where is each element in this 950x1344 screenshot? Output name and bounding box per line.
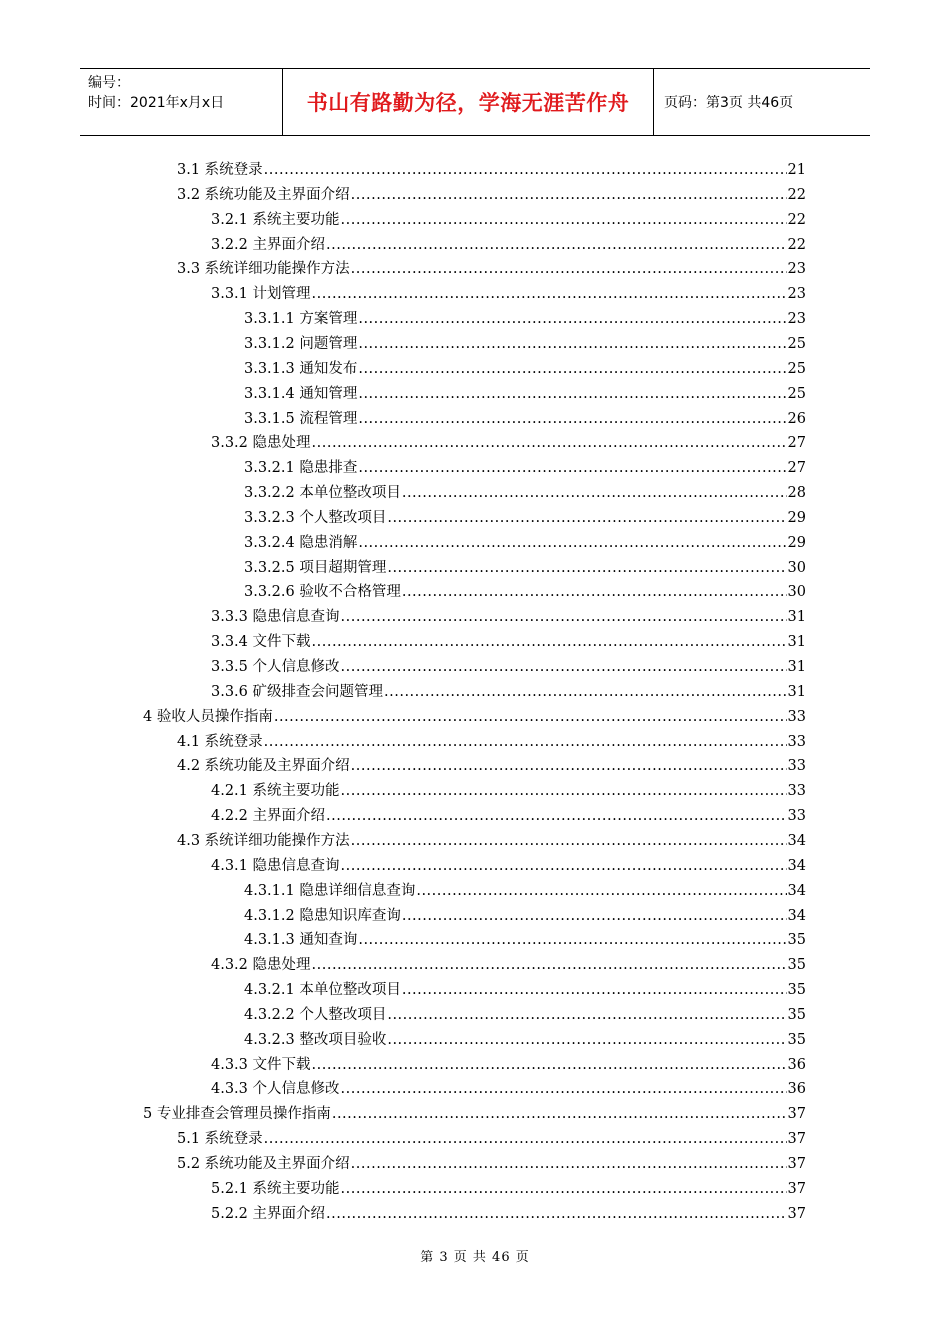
- toc-entry[interactable]: [244, 531, 806, 556]
- toc-entry-page: 27: [787, 435, 806, 452]
- toc-entry-title: 4.3.3 文件下载: [211, 1056, 311, 1073]
- toc-entry[interactable]: [177, 730, 806, 755]
- toc-dot-leader: [312, 431, 787, 456]
- toc-entry-title: 3.3.1.5 流程管理: [244, 410, 358, 427]
- toc-entry-page: 31: [787, 683, 806, 700]
- toc-entry[interactable]: [211, 1177, 806, 1202]
- toc-entry-title: 4 验收人员操作指南: [143, 708, 273, 725]
- toc-entry[interactable]: [211, 854, 806, 879]
- date-line: 时间：2021年x月x日: [88, 95, 225, 111]
- toc-entry-page: 30: [787, 584, 806, 601]
- toc-dot-leader: [358, 531, 786, 556]
- toc-dot-leader: [274, 705, 787, 730]
- toc-entry[interactable]: [244, 456, 806, 481]
- toc-entry[interactable]: [211, 779, 806, 804]
- toc-entry-page: 35: [787, 1031, 806, 1048]
- toc-entry[interactable]: [244, 1003, 806, 1028]
- toc-entry-page: 28: [787, 485, 806, 502]
- toc-dot-leader: [358, 332, 786, 357]
- toc-entry-page: 37: [787, 1180, 806, 1197]
- page-info: 页码：第3页 共46页: [664, 95, 794, 111]
- toc-entry[interactable]: [177, 1152, 806, 1177]
- toc-dot-leader: [351, 257, 787, 282]
- toc-entry[interactable]: [244, 407, 806, 432]
- toc-entry[interactable]: [211, 605, 806, 630]
- toc-entry[interactable]: [244, 556, 806, 581]
- toc-entry[interactable]: [244, 307, 806, 332]
- toc-entry-page: 31: [787, 659, 806, 675]
- toc-entry-page: 33: [787, 708, 806, 725]
- toc-dot-leader: [326, 233, 787, 258]
- toc-entry-title: 3.2.2 主界面介绍: [211, 236, 326, 253]
- toc-entry[interactable]: [177, 183, 806, 208]
- toc-entry[interactable]: [211, 953, 806, 978]
- toc-entry-title: 3.3.5 个人信息修改: [211, 659, 340, 675]
- toc-dot-leader: [326, 804, 787, 829]
- toc-entry-page: 25: [787, 360, 806, 377]
- toc-entry[interactable]: [211, 1202, 806, 1227]
- toc-entry-page: 34: [787, 857, 806, 874]
- toc-entry-title: 5 专业排查会管理员操作指南: [143, 1106, 331, 1123]
- toc-dot-leader: [264, 1127, 787, 1152]
- toc-entry[interactable]: [244, 978, 806, 1003]
- toc-dot-leader: [341, 655, 787, 680]
- toc-entry-title: 3.3.6 矿级排查会问题管理: [211, 683, 384, 700]
- toc-entry-page: 35: [787, 982, 806, 999]
- toc-entry-page: 25: [787, 385, 806, 402]
- toc-entry[interactable]: [177, 754, 806, 779]
- toc-entry-page: 29: [787, 534, 806, 551]
- header-motto-cell: [282, 69, 654, 135]
- toc-entry-page: 22: [787, 236, 806, 253]
- toc-entry-title: 3.3.4 文件下载: [211, 634, 311, 651]
- toc-dot-leader: [358, 307, 786, 332]
- toc-dot-leader: [326, 1202, 787, 1227]
- toc-entry-page: 34: [787, 882, 806, 899]
- toc-dot-leader: [351, 183, 787, 208]
- toc-dot-leader: [402, 978, 787, 1003]
- toc-entry-title: 4.1 系统登录: [177, 733, 263, 750]
- page-footer: 第 3 页 共 46 页: [420, 1250, 530, 1265]
- toc-entry-page: 37: [787, 1156, 806, 1172]
- toc-entry[interactable]: [244, 904, 806, 929]
- toc-dot-leader: [341, 605, 787, 630]
- toc-entry[interactable]: [211, 208, 806, 233]
- toc-dot-leader: [312, 953, 787, 978]
- toc-dot-leader: [341, 1077, 787, 1102]
- toc-entry-page: 33: [787, 758, 806, 775]
- toc-entry-title: 4.3.1 隐患信息查询: [211, 857, 340, 874]
- toc-dot-leader: [387, 556, 786, 581]
- toc-entry[interactable]: [211, 233, 806, 258]
- toc-entry[interactable]: [244, 1028, 806, 1053]
- toc-dot-leader: [332, 1102, 787, 1127]
- toc-entry-page: 35: [787, 957, 806, 974]
- toc-entry-page: 22: [787, 186, 806, 203]
- toc-dot-leader: [402, 481, 787, 506]
- toc-entry-page: 37: [787, 1106, 806, 1123]
- toc-entry-title: 4.3.2.2 个人整改项目: [244, 1006, 387, 1023]
- toc-dot-leader: [358, 928, 786, 953]
- toc-dot-leader: [358, 407, 786, 432]
- toc-entry-page: 33: [787, 783, 806, 800]
- toc-entry[interactable]: [244, 332, 806, 357]
- toc-dot-leader: [351, 829, 787, 854]
- toc-entry-title: 4.3.1.1 隐患详细信息查询: [244, 882, 416, 899]
- toc-entry[interactable]: [177, 829, 806, 854]
- toc-entry-page: 33: [787, 808, 806, 825]
- toc-entry-title: 5.2.1 系统主要功能: [211, 1180, 340, 1197]
- toc-entry-page: 37: [787, 1205, 806, 1222]
- header-left-cell: [80, 69, 282, 135]
- toc-entry-page: 31: [787, 609, 806, 626]
- toc-entry-title: 3.2 系统功能及主界面介绍: [177, 186, 350, 203]
- toc-dot-leader: [341, 1177, 787, 1202]
- toc-entry-title: 4.2.1 系统主要功能: [211, 783, 340, 800]
- toc-dot-leader: [358, 456, 786, 481]
- doc-number-label: 编号：: [88, 75, 130, 91]
- toc-entry-title: 3.3.2.2 本单位整改项目: [244, 485, 401, 502]
- toc-dot-leader: [312, 630, 787, 655]
- toc-entry-title: 5.1 系统登录: [177, 1131, 263, 1148]
- toc-entry[interactable]: [244, 879, 806, 904]
- toc-entry-title: 3.2.1 系统主要功能: [211, 211, 340, 228]
- toc-dot-leader: [341, 854, 787, 879]
- toc-entry-page: 25: [787, 335, 806, 352]
- toc-dot-leader: [387, 1003, 786, 1028]
- toc-entry[interactable]: [211, 1077, 806, 1102]
- toc-entry-title: 3.3.1.3 通知发布: [244, 360, 358, 377]
- toc-entry[interactable]: [211, 680, 806, 705]
- toc-entry-page: 31: [787, 634, 806, 651]
- toc-entry-title: 3.3.2.5 项目超期管理: [244, 559, 387, 576]
- toc-entry-page: 27: [787, 460, 806, 477]
- toc-entry[interactable]: [244, 481, 806, 506]
- toc-entry-title: 3.3.2.4 隐患消解: [244, 534, 358, 551]
- toc-entry[interactable]: [244, 357, 806, 382]
- toc-entry[interactable]: [211, 431, 806, 456]
- toc-entry-title: 3.3 系统详细功能操作方法: [177, 261, 350, 278]
- toc-dot-leader: [384, 680, 787, 705]
- toc-entry-title: 3.3.1.2 问题管理: [244, 335, 358, 352]
- toc-entry-page: 23: [787, 286, 806, 303]
- toc-dot-leader: [312, 1053, 787, 1078]
- toc-entry[interactable]: [244, 928, 806, 953]
- toc-dot-leader: [387, 506, 786, 531]
- toc-entry[interactable]: [211, 282, 806, 307]
- toc-entry-title: 4.3.3 个人信息修改: [211, 1081, 340, 1098]
- toc-entry-page: 22: [787, 211, 806, 228]
- toc-entry-title: 4.3 系统详细功能操作方法: [177, 832, 350, 849]
- toc-entry-page: 36: [787, 1081, 806, 1098]
- toc-entry-page: 23: [787, 311, 806, 328]
- toc-entry-title: 5.2 系统功能及主界面介绍: [177, 1156, 350, 1172]
- toc-entry-title: 3.3.2 隐患处理: [211, 435, 311, 452]
- toc-dot-leader: [341, 208, 787, 233]
- toc-entry[interactable]: [244, 382, 806, 407]
- toc-entry-title: 4.3.1.2 隐患知识库查询: [244, 907, 401, 924]
- toc-entry-page: 35: [787, 1006, 806, 1023]
- motto-text: 书山有路勤为径，学海无涯苦作舟: [306, 91, 630, 115]
- toc-dot-leader: [351, 1152, 787, 1177]
- toc-entry-title: 5.2.2 主界面介绍: [211, 1205, 326, 1222]
- toc-dot-leader: [358, 357, 786, 382]
- toc-entry-page: 35: [787, 932, 806, 949]
- toc-entry-page: 34: [787, 907, 806, 924]
- toc-dot-leader: [264, 158, 787, 183]
- toc-dot-leader: [312, 282, 787, 307]
- toc-entry-title: 3.1 系统登录: [177, 162, 263, 178]
- toc-entry-title: 3.3.3 隐患信息查询: [211, 609, 340, 626]
- toc-entry-title: 3.3.2.6 验收不合格管理: [244, 584, 401, 601]
- toc-dot-leader: [341, 779, 787, 804]
- toc-entry[interactable]: [244, 506, 806, 531]
- toc-entry[interactable]: [244, 580, 806, 605]
- toc-entry-title: 4.3.2.3 整改项目验收: [244, 1031, 387, 1048]
- toc-entry[interactable]: [211, 655, 806, 680]
- toc-entry-title: 4.2.2 主界面介绍: [211, 808, 326, 825]
- toc-entry[interactable]: [177, 257, 806, 282]
- toc-entry[interactable]: [143, 1102, 806, 1127]
- toc-entry-title: 3.3.2.1 隐患排查: [244, 460, 358, 477]
- toc-entry-page: 37: [787, 1131, 806, 1148]
- toc-entry-page: 26: [787, 410, 806, 427]
- toc-entry[interactable]: [211, 630, 806, 655]
- toc-entry-title: 4.3.2 隐患处理: [211, 957, 311, 974]
- toc-entry[interactable]: [143, 705, 806, 730]
- toc-entry-page: 23: [787, 261, 806, 278]
- toc-dot-leader: [416, 879, 786, 904]
- toc-entry-page: 29: [787, 509, 806, 526]
- toc-entry-title: 4.3.1.3 通知查询: [244, 932, 358, 949]
- toc-entry-title: 4.3.2.1 本单位整改项目: [244, 982, 401, 999]
- toc-entry-page: 21: [787, 162, 806, 178]
- toc-entry-title: 3.3.2.3 个人整改项目: [244, 509, 387, 526]
- toc-dot-leader: [351, 754, 787, 779]
- toc-entry[interactable]: [177, 1127, 806, 1152]
- toc-entry-title: 3.3.1.4 通知管理: [244, 385, 358, 402]
- toc-entry-page: 34: [787, 832, 806, 849]
- toc-entry[interactable]: [211, 804, 806, 829]
- toc-entry-page: 30: [787, 559, 806, 576]
- header-page-cell: [654, 69, 870, 135]
- toc-dot-leader: [358, 382, 786, 407]
- toc-dot-leader: [402, 904, 787, 929]
- toc-entry[interactable]: [211, 1053, 806, 1078]
- page-header: [80, 68, 870, 136]
- toc-entry-page: 36: [787, 1056, 806, 1073]
- toc-dot-leader: [264, 730, 787, 755]
- toc-entry[interactable]: [177, 158, 806, 183]
- toc-entry-page: 33: [787, 733, 806, 750]
- toc-dot-leader: [387, 1028, 786, 1053]
- toc-entry-title: 3.3.1 计划管理: [211, 286, 311, 303]
- toc-entry-title: 3.3.1.1 方案管理: [244, 311, 358, 328]
- toc-entry-title: 4.2 系统功能及主界面介绍: [177, 758, 350, 775]
- toc-dot-leader: [402, 580, 787, 605]
